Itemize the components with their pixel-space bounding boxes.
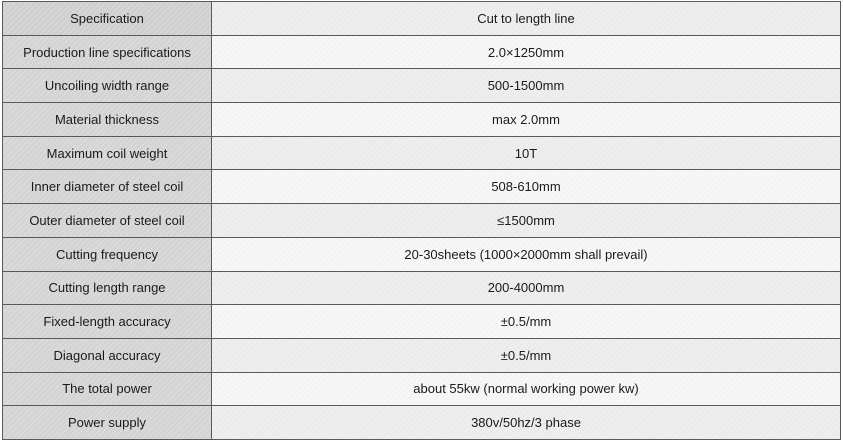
row-label-cell: Production line specifications <box>3 35 212 69</box>
table-header-row <box>3 2 841 36</box>
table-row <box>3 35 841 69</box>
row-value-cell: 380v/50hz/3 phase <box>212 406 841 440</box>
row-label-cell: Diagonal accuracy <box>3 338 212 372</box>
table-row <box>3 271 841 305</box>
row-value-cell: 20-30sheets (1000×2000mm shall prevail) <box>212 237 841 271</box>
table-row <box>3 69 841 103</box>
table-row <box>3 305 841 339</box>
table-row <box>3 204 841 238</box>
table-row <box>3 338 841 372</box>
row-value-cell: about 55kw (normal working power kw) <box>212 372 841 406</box>
row-label-cell: Inner diameter of steel coil <box>3 170 212 204</box>
table-row <box>3 406 841 440</box>
table-row <box>3 136 841 170</box>
row-label-cell: Maximum coil weight <box>3 136 212 170</box>
row-value-cell: 2.0×1250mm <box>212 35 841 69</box>
table-row <box>3 170 841 204</box>
row-value-cell: 10T <box>212 136 841 170</box>
row-value-cell: 508-610mm <box>212 170 841 204</box>
table-row <box>3 372 841 406</box>
row-label-cell: Cutting length range <box>3 271 212 305</box>
row-value-cell: 500-1500mm <box>212 69 841 103</box>
row-label-cell: Power supply <box>3 406 212 440</box>
row-label-cell: Fixed-length accuracy <box>3 305 212 339</box>
spec-table <box>2 1 841 440</box>
row-label-cell: Outer diameter of steel coil <box>3 204 212 238</box>
row-label-cell: The total power <box>3 372 212 406</box>
row-value-cell: ±0.5/mm <box>212 305 841 339</box>
row-value-cell: 200-4000mm <box>212 271 841 305</box>
row-label-cell: Material thickness <box>3 103 212 137</box>
row-value-cell: ±0.5/mm <box>212 338 841 372</box>
header-label-cell: Specification <box>3 2 212 36</box>
header-value-cell: Cut to length line <box>212 2 841 36</box>
table-body <box>3 35 841 439</box>
row-value-cell: ≤1500mm <box>212 204 841 238</box>
row-value-cell: max 2.0mm <box>212 103 841 137</box>
row-label-cell: Uncoiling width range <box>3 69 212 103</box>
row-label-cell: Cutting frequency <box>3 237 212 271</box>
table-row <box>3 237 841 271</box>
table-row <box>3 103 841 137</box>
